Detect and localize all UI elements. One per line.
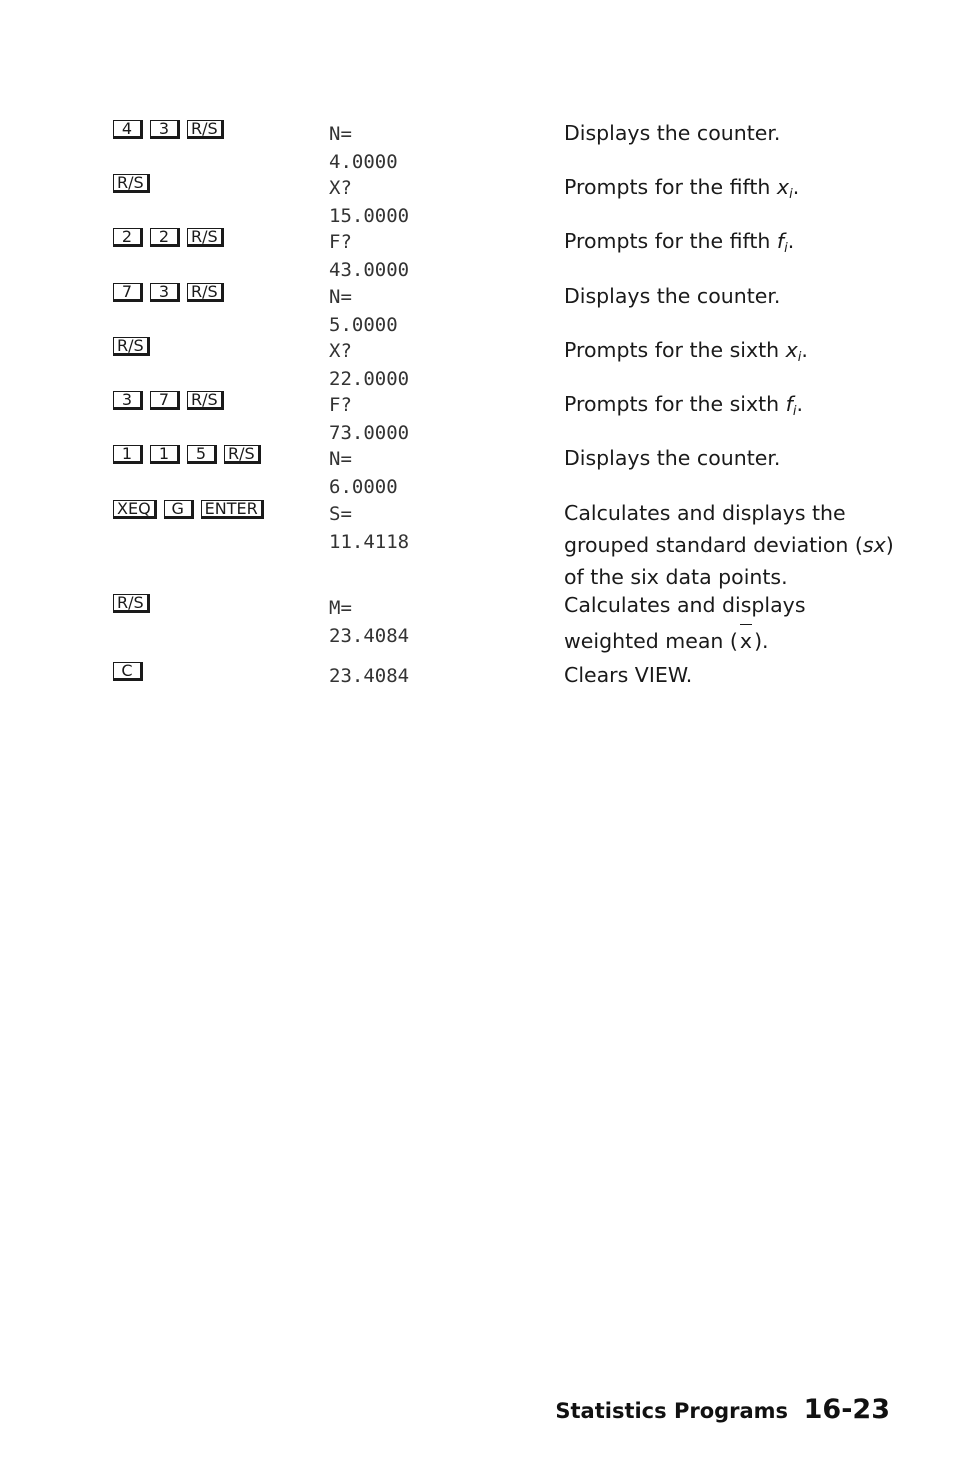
key-5: 5 xyxy=(187,445,217,464)
key-enter: ENTER xyxy=(201,500,264,519)
display-line: N= xyxy=(329,286,352,308)
calculator-display xyxy=(329,283,398,339)
display-line: 23.4084 xyxy=(329,665,410,687)
keystrokes xyxy=(113,500,271,519)
calculator-display xyxy=(329,445,398,501)
keystrokes xyxy=(113,283,231,302)
key-4: 4 xyxy=(113,120,143,139)
keystrokes xyxy=(113,391,231,410)
key-3: 3 xyxy=(113,391,143,410)
display-line: N= xyxy=(329,448,352,470)
key-run-stop: R/S xyxy=(113,594,150,613)
calculator-display xyxy=(329,391,409,447)
keystrokes xyxy=(113,337,157,356)
calculator-display xyxy=(329,228,409,284)
calculator-display xyxy=(329,594,409,650)
description: Prompts for the fifth $f_i$. xyxy=(564,229,795,256)
keystrokes xyxy=(113,174,157,193)
key-2: 2 xyxy=(113,228,143,247)
description: Displays the counter. xyxy=(564,446,781,470)
display-line: 15.0000 xyxy=(329,205,410,227)
key-7: 7 xyxy=(150,391,180,410)
keystrokes xyxy=(113,662,150,681)
calculator-display xyxy=(329,337,409,393)
display-line: 5.0000 xyxy=(329,314,398,336)
key-1: 1 xyxy=(113,445,143,464)
display-line: N= xyxy=(329,123,352,145)
key-xeq: XEQ xyxy=(113,500,157,519)
display-line: X? xyxy=(329,340,352,362)
display-line: 43.0000 xyxy=(329,259,410,281)
display-line: M= xyxy=(329,597,352,619)
display-line: 23.4084 xyxy=(329,625,410,647)
description: Prompts for the sixth $f_i$. xyxy=(564,392,804,419)
calculator-display xyxy=(329,500,409,556)
description: Calculates and displays the grouped standard deviation (sx) of the six data points. xyxy=(564,501,894,589)
section-title: Statistics Programs xyxy=(555,1399,789,1423)
display-line: 11.4118 xyxy=(329,531,410,553)
display-line: F? xyxy=(329,394,352,416)
description: Prompts for the sixth $x_i$. xyxy=(564,338,808,365)
key-3: 3 xyxy=(150,120,180,139)
key-run-stop: R/S xyxy=(187,120,224,139)
display-line: F? xyxy=(329,231,352,253)
keystrokes xyxy=(113,120,231,139)
x-bar-symbol: x xyxy=(738,623,754,659)
keystrokes xyxy=(113,445,268,464)
description: Displays the counter. xyxy=(564,284,781,308)
display-line: S= xyxy=(329,503,352,525)
calculator-display xyxy=(329,662,409,690)
key-run-stop: R/S xyxy=(187,391,224,410)
key-3: 3 xyxy=(150,283,180,302)
description: Prompts for the fifth $x_i$. xyxy=(564,175,800,202)
keystrokes xyxy=(113,594,157,613)
keystrokes xyxy=(113,228,231,247)
description: Displays the counter. xyxy=(564,121,781,145)
key-1: 1 xyxy=(150,445,180,464)
key-2: 2 xyxy=(150,228,180,247)
display-line: 4.0000 xyxy=(329,151,398,173)
calculator-display xyxy=(329,120,398,176)
key-run-stop: R/S xyxy=(224,445,261,464)
description: Clears VIEW. xyxy=(564,663,693,687)
display-line: 22.0000 xyxy=(329,368,410,390)
key-run-stop: R/S xyxy=(187,228,224,247)
page-number: 16-23 xyxy=(803,1394,890,1425)
display-line: 6.0000 xyxy=(329,476,398,498)
calculator-display xyxy=(329,174,409,230)
display-line: X? xyxy=(329,177,352,199)
key-run-stop: R/S xyxy=(187,283,224,302)
key-run-stop: R/S xyxy=(113,174,150,193)
display-line: 73.0000 xyxy=(329,422,410,444)
key-7: 7 xyxy=(113,283,143,302)
key-run-stop: R/S xyxy=(113,337,150,356)
description: Calculates and displays weighted mean (x). xyxy=(564,587,894,659)
key-c: C xyxy=(113,662,143,681)
page-footer xyxy=(555,1394,890,1425)
key-g: G xyxy=(164,500,194,519)
